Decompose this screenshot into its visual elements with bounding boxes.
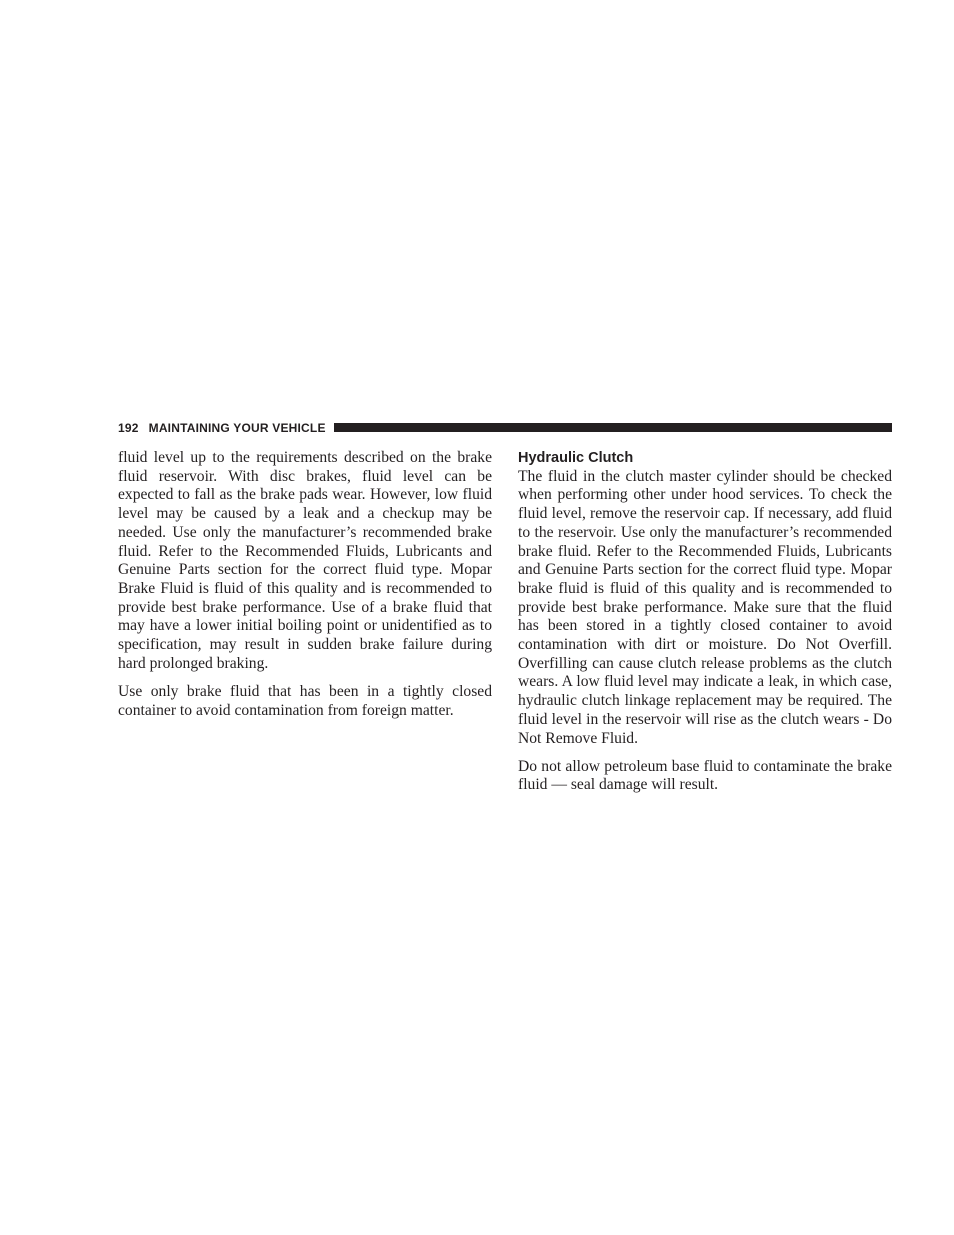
page-header <box>118 419 892 436</box>
section-title: MAINTAINING YOUR VEHICLE <box>148 420 326 435</box>
section-heading: Hydraulic Clutch <box>518 450 634 466</box>
right-column <box>518 449 892 805</box>
body-paragraph: Do not allow petroleum base fluid to contaminate the brake fluid — seal damage will result. <box>518 757 892 794</box>
body-paragraph: Use only brake fluid that has been in a tightly closed container to avoid contamination from foreign matter. <box>118 682 492 719</box>
page-number: 192 <box>118 420 139 435</box>
left-column <box>118 449 492 730</box>
body-paragraph: The fluid in the clutch master cylinder should be checked when performing other under hood services. To check the fluid level, remove the reservoir cap. If necessary, add fluid to the reservoir. Use only the manufacturer’s recommended brake fluid. Refer to the Recommended Fluids, Lubricants and Genuine Parts section for the correct fluid type. Mopar brake fluid is fluid of this quality and is recommended to provide best brake performance. Make sure that the fluid has been stored in a tightly closed container to avoid contamination with dirt or moisture. Do Not Overfill. Overfilling can cause clutch release problems as the clutch wears. A low fluid level may indicate a leak, in which case, hydraulic clutch linkage replacement may be required. The fluid level in the reservoir will rise as the clutch wears - Do Not Remove Fluid. <box>518 467 892 747</box>
body-paragraph: fluid level up to the requirements described on the brake fluid reservoir. With disc brakes, fluid level can be expected to fall as the brake pads wear. However, low fluid level may be caused by a leak and a checkup may be needed. Use only the manufacturer’s recommended brake fluid. Refer to the Recommended Fluids, Lubricants and Genuine Parts section for the correct fluid type. Mopar Brake Fluid is fluid of this quality and is recommended to provide best brake performance. Use of a brake fluid that may have a lower initial boiling point or unidentified as to specification, may result in sudden brake failure during hard prolonged braking. <box>118 449 492 672</box>
header-rule <box>334 423 892 432</box>
